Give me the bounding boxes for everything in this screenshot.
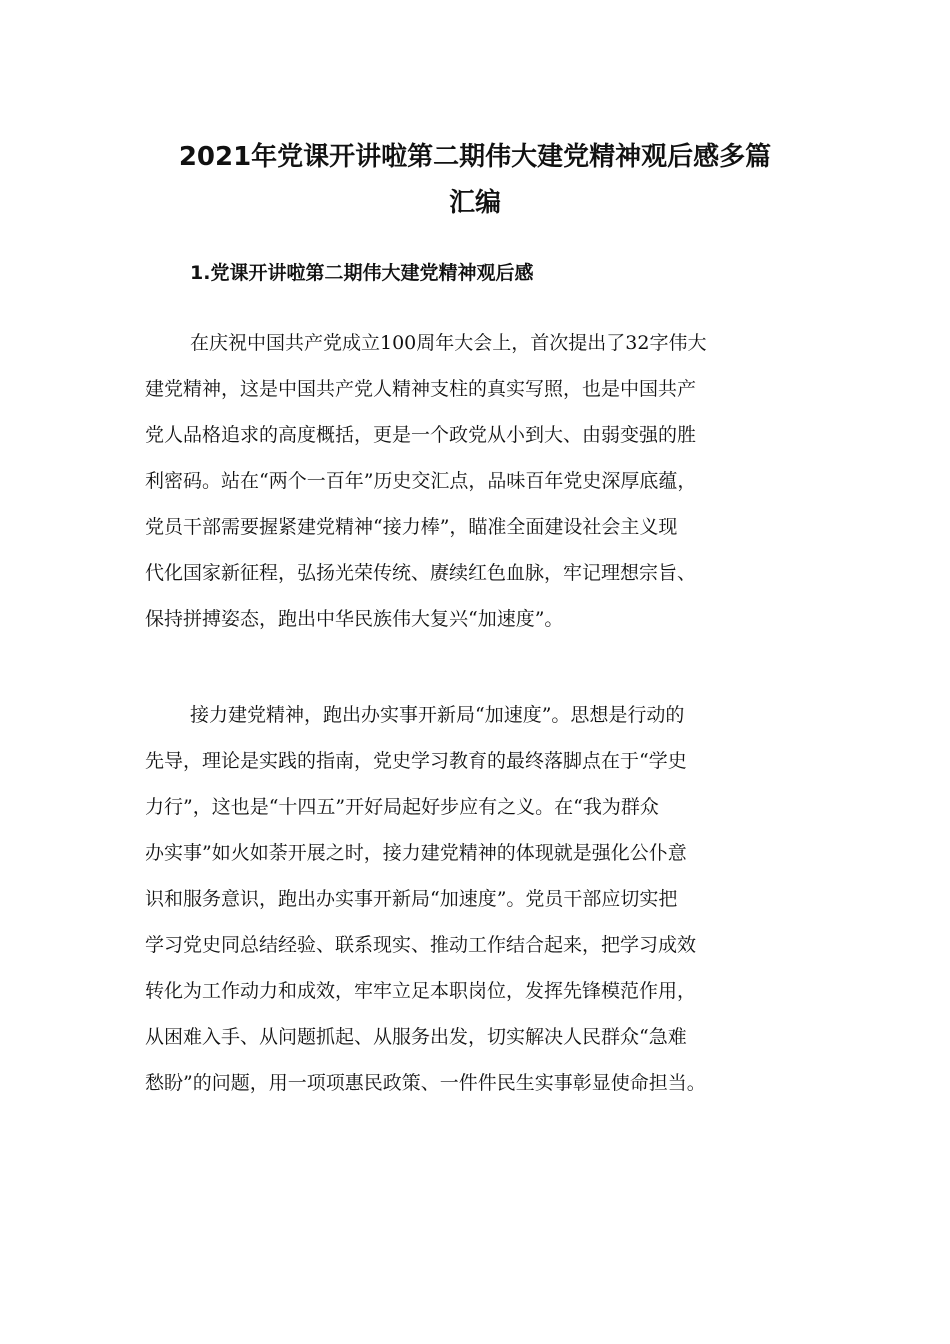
paragraph-line: 办实事”如火如荼开展之时，接力建党精神的体现就是强化公仆意 (145, 842, 687, 864)
paragraph-line: 接力建党精神，跑出办实事开新局“加速度”。思想是行动的 (190, 704, 685, 726)
paragraph-line: 建党精神，这是中国共产党人精神支柱的真实写照，也是中国共产 (145, 378, 697, 400)
paragraph-line: 先导，理论是实践的指南，党史学习教育的最终落脚点在于“学史 (145, 750, 687, 772)
section-heading: 1.党课开讲啦第二期伟大建党精神观后感 (190, 262, 534, 284)
paragraph-line: 代化国家新征程，弘扬光荣传统、赓续红色血脉，牢记理想宗旨、 (145, 562, 697, 584)
paragraph-line: 从困难入手、从问题抓起、从服务出发，切实解决人民群众“急难 (145, 1026, 687, 1048)
paragraph-line: 党员干部需要握紧建党精神“接力棒”，瞄准全面建设社会主义现 (145, 516, 678, 538)
paragraph-line: 转化为工作动力和成效，牢牢立足本职岗位，发挥先锋模范作用， (145, 980, 697, 1002)
paragraph-line: 党人品格追求的高度概括，更是一个政党从小到大、由弱变强的胜 (145, 424, 697, 446)
paragraph-line: 识和服务意识，跑出办实事开新局“加速度”。党员干部应切实把 (145, 888, 678, 910)
paragraph-line: 学习党史同总结经验、联系现实、推动工作结合起来，把学习成效 (145, 934, 697, 956)
paragraph-line: 在庆祝中国共产党成立100周年大会上，首次提出了32字伟大 (190, 332, 707, 354)
paragraph-line: 利密码。站在“两个一百年”历史交汇点，品味百年党史深厚底蕴， (145, 470, 697, 492)
document-title-line-2: 汇编 (448, 188, 501, 218)
document-title-line-1: 2021年党课开讲啦第二期伟大建党精神观后感多篇 (178, 142, 772, 172)
paragraph-line: 保持拼搏姿态，跑出中华民族伟大复兴“加速度”。 (145, 608, 564, 630)
paragraph-line: 愁盼”的问题，用一项项惠民政策、一件件民生实事彰显使命担当。 (145, 1072, 706, 1094)
paragraph-line: 力行”，这也是“十四五”开好局起好步应有之义。在“我为群众 (145, 796, 659, 818)
